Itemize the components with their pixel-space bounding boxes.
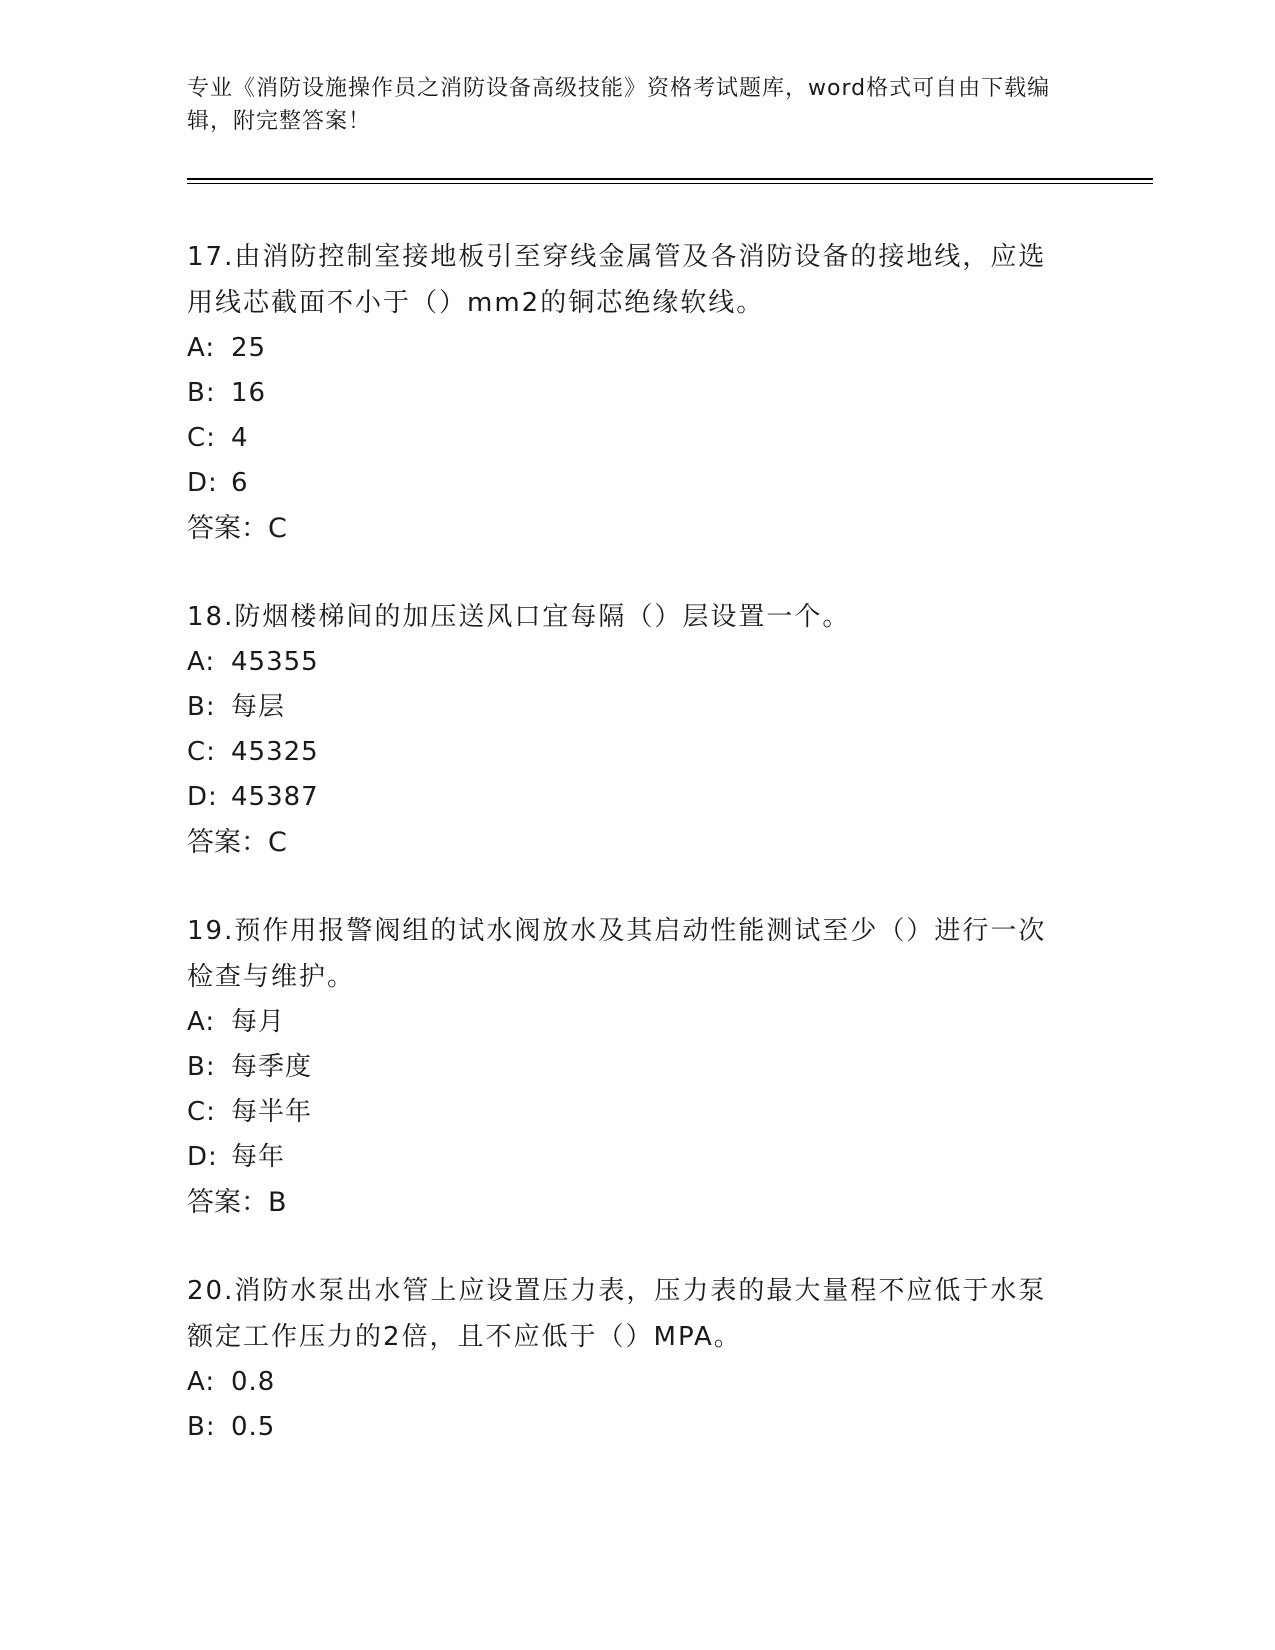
question-stem: 17.由消防控制室接地板引至穿线金属管及各消防设备的接地线，应选用线芯截面不小于（）mm2的铜芯绝缘软线。 — [187, 242, 1047, 318]
answer-line: 答案：C — [187, 513, 287, 544]
option-text: 0.5 — [231, 1412, 276, 1442]
option-label: A: — [187, 647, 216, 677]
option-b — [187, 1045, 1087, 1090]
option-b — [187, 1405, 1087, 1450]
header-rule-thin — [187, 183, 1153, 184]
option-text: 每年 — [231, 1142, 286, 1172]
document-header: 专业《消防设施操作员之消防设备高级技能》资格考试题库，word格式可自由下载编辑，附完整答案！ — [187, 76, 1051, 134]
option-label: A: — [187, 1367, 216, 1397]
option-label: B: — [187, 1052, 216, 1082]
option-d — [187, 461, 1087, 506]
option-text: 25 — [231, 333, 267, 363]
question-stem: 20.消防水泵出水管上应设置压力表，压力表的最大量程不应低于水泵额定工作压力的2倍，且不应低于（）MPA。 — [187, 1276, 1047, 1352]
option-label: C: — [187, 423, 216, 453]
option-text: 每半年 — [231, 1097, 313, 1127]
option-text: 45355 — [231, 647, 319, 677]
answer-line: 答案：B — [187, 1187, 287, 1218]
option-label: D: — [187, 1142, 218, 1172]
question-stem: 19.预作用报警阀组的试水阀放水及其启动性能测试至少（）进行一次检查与维护。 — [187, 916, 1047, 992]
option-label: D: — [187, 468, 218, 498]
option-c — [187, 416, 1087, 461]
option-c — [187, 1090, 1087, 1135]
option-label: A: — [187, 333, 216, 363]
question-20 — [187, 1268, 1087, 1450]
option-text: 45387 — [231, 782, 319, 812]
option-d — [187, 775, 1087, 820]
option-text: 16 — [231, 378, 267, 408]
option-text: 6 — [231, 468, 249, 498]
option-label: D: — [187, 782, 218, 812]
option-b — [187, 371, 1087, 416]
option-label: B: — [187, 1412, 216, 1442]
question-17 — [187, 234, 1087, 552]
option-text: 45325 — [231, 737, 319, 767]
option-label: B: — [187, 692, 216, 722]
option-a — [187, 1000, 1087, 1045]
question-18 — [187, 594, 1087, 866]
option-a — [187, 1360, 1087, 1405]
option-text: 每层 — [231, 692, 286, 722]
question-19 — [187, 908, 1087, 1226]
question-stem: 18.防烟楼梯间的加压送风口宜每隔（）层设置一个。 — [187, 602, 851, 632]
answer-line: 答案：C — [187, 827, 287, 858]
option-a — [187, 326, 1087, 371]
option-d — [187, 1135, 1087, 1180]
option-c — [187, 730, 1087, 775]
option-label: C: — [187, 737, 216, 767]
option-label: C: — [187, 1097, 216, 1127]
option-label: A: — [187, 1007, 216, 1037]
option-b — [187, 685, 1087, 730]
question-list — [187, 234, 1087, 1492]
option-a — [187, 640, 1087, 685]
option-text: 0.8 — [231, 1367, 276, 1397]
option-text: 4 — [231, 423, 249, 453]
option-label: B: — [187, 378, 216, 408]
option-text: 每季度 — [231, 1052, 313, 1082]
option-text: 每月 — [231, 1007, 286, 1037]
header-rule-thick — [187, 178, 1153, 180]
